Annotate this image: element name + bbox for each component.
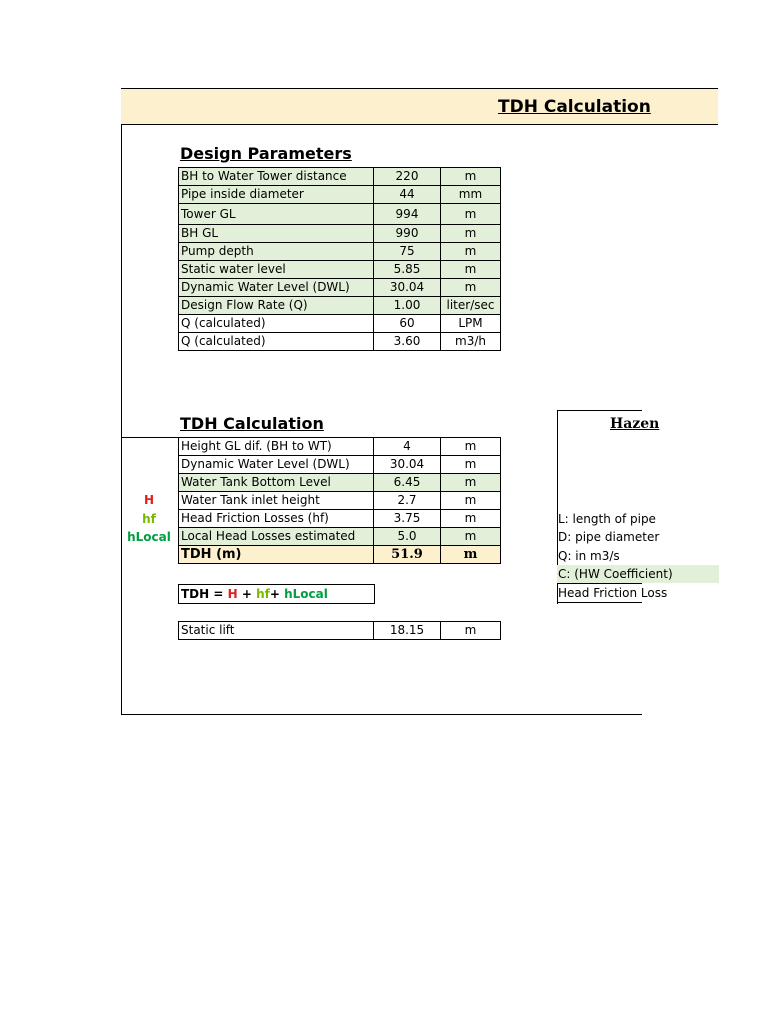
- tdh-total-label: TDH (m): [179, 546, 374, 564]
- hw-line: Q: in m3/s: [558, 549, 620, 563]
- formula-h: H: [227, 587, 238, 601]
- table-row: [179, 297, 501, 315]
- tdh-unit: m: [441, 474, 501, 492]
- table-row: [179, 438, 501, 456]
- table-row: [179, 243, 501, 261]
- table-row: [179, 492, 501, 510]
- tdh-value: 3.75: [374, 510, 441, 528]
- tdh-label: Height GL dif. (BH to WT): [179, 438, 374, 456]
- tdh-total-row: [179, 546, 501, 564]
- table-row: [179, 279, 501, 297]
- hw-line[interactable]: C: (HW Coefficient): [557, 565, 719, 583]
- param-value[interactable]: 990: [374, 225, 441, 243]
- tdh-formula: [178, 584, 375, 604]
- static-lift-unit: m: [441, 622, 501, 640]
- table-row: [179, 456, 501, 474]
- tdh-value: 2.7: [374, 492, 441, 510]
- param-label: Q (calculated): [179, 333, 374, 351]
- param-value[interactable]: 30.04: [374, 279, 441, 297]
- table-row: [179, 510, 501, 528]
- hw-line: D: pipe diameter: [558, 530, 660, 544]
- param-label: Q (calculated): [179, 315, 374, 333]
- tdh-label: Water Tank inlet height: [179, 492, 374, 510]
- param-unit: m: [441, 204, 501, 225]
- tdh-unit: m: [441, 456, 501, 474]
- param-unit: m: [441, 168, 501, 186]
- row-divider: [121, 437, 178, 438]
- tdh-value: 4: [374, 438, 441, 456]
- param-value[interactable]: 5.85: [374, 261, 441, 279]
- tdh-value[interactable]: 5.0: [374, 528, 441, 546]
- table-row: [179, 261, 501, 279]
- design-parameters-table: [178, 167, 501, 351]
- formula-prefix: TDH =: [181, 587, 228, 601]
- param-label: BH to Water Tower distance: [179, 168, 374, 186]
- param-value[interactable]: 44: [374, 186, 441, 204]
- design-parameters-heading: Design Parameters: [180, 144, 352, 163]
- param-value[interactable]: 220: [374, 168, 441, 186]
- param-unit: m: [441, 225, 501, 243]
- tdh-unit: m: [441, 492, 501, 510]
- tdh-label: Water Tank Bottom Level: [179, 474, 374, 492]
- tdh-unit: m: [441, 528, 501, 546]
- table-row: [179, 315, 501, 333]
- param-value[interactable]: 994: [374, 204, 441, 225]
- table-row: [179, 168, 501, 186]
- param-label: Static water level: [179, 261, 374, 279]
- table-row: [179, 333, 501, 351]
- table-row: [179, 204, 501, 225]
- hazen-williams-title: Hazen: [610, 416, 660, 432]
- static-lift-table: [178, 621, 501, 640]
- table-row: [179, 528, 501, 546]
- param-unit: m: [441, 243, 501, 261]
- formula-plus: +: [269, 587, 285, 601]
- tdh-value: 30.04: [374, 456, 441, 474]
- param-label: Pump depth: [179, 243, 374, 261]
- param-label: Dynamic Water Level (DWL): [179, 279, 374, 297]
- formula-plus: +: [237, 587, 257, 601]
- param-unit: liter/sec: [441, 297, 501, 315]
- param-label: Pipe inside diameter: [179, 186, 374, 204]
- page-title: TDH Calculation: [498, 97, 651, 117]
- formula-hf: hf: [256, 587, 270, 601]
- hf-side-label: hf: [142, 512, 156, 526]
- hw-line: Head Friction Loss: [557, 583, 642, 603]
- param-unit: mm: [441, 186, 501, 204]
- tdh-unit: m: [441, 510, 501, 528]
- hlocal-side-label: hLocal: [127, 530, 171, 544]
- tdh-label: Local Head Losses estimated: [179, 528, 374, 546]
- param-unit: m3/h: [441, 333, 501, 351]
- static-lift-value: 18.15: [374, 622, 441, 640]
- param-value[interactable]: 1.00: [374, 297, 441, 315]
- tdh-table: [178, 437, 501, 564]
- tdh-value[interactable]: 6.45: [374, 474, 441, 492]
- tdh-label: Dynamic Water Level (DWL): [179, 456, 374, 474]
- param-value: 60: [374, 315, 441, 333]
- table-row: [179, 622, 501, 640]
- param-label: BH GL: [179, 225, 374, 243]
- hw-line: L: length of pipe: [558, 512, 656, 526]
- tdh-unit: m: [441, 438, 501, 456]
- param-unit: m: [441, 279, 501, 297]
- param-value: 3.60: [374, 333, 441, 351]
- param-label: Tower GL: [179, 204, 374, 225]
- table-row: [179, 474, 501, 492]
- param-unit: m: [441, 261, 501, 279]
- tdh-total-value: 51.9: [374, 546, 441, 564]
- param-unit: LPM: [441, 315, 501, 333]
- tdh-calculation-heading: TDH Calculation: [180, 414, 324, 433]
- tdh-total-unit: m: [441, 546, 501, 564]
- static-lift-label: Static lift: [179, 622, 374, 640]
- formula-hlocal: hLocal: [284, 587, 328, 601]
- table-row: [179, 225, 501, 243]
- param-value[interactable]: 75: [374, 243, 441, 261]
- table-row: [179, 186, 501, 204]
- tdh-label: Head Friction Losses (hf): [179, 510, 374, 528]
- param-label: Design Flow Rate (Q): [179, 297, 374, 315]
- h-side-label: H: [143, 493, 155, 507]
